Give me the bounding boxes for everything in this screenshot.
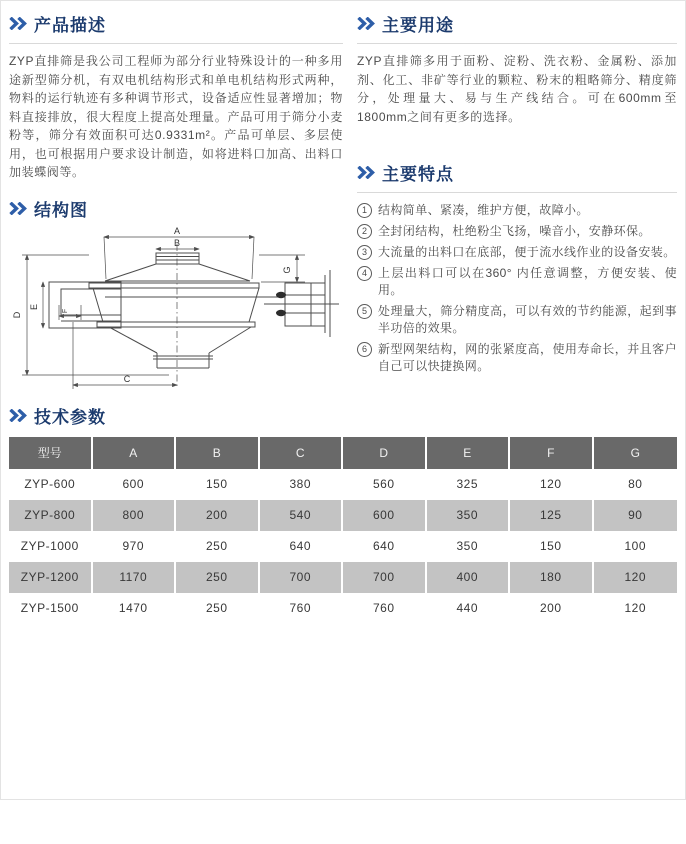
product-desc-text: ZYP直排筛是我公司工程师为部分行业特殊设计的一种多用途新型筛分机，有双电机结构形式和单电机结构形式两种，物料的运行轨迹有多种调节形式，设备适应性显著增加；物料直接排放，很大程度上提高处理量。产品可用于筛分小麦粉等，筛分有效面积可达0.9331m²。产品可单层、多层使用，也可根据用户要求设计制造，如将进料口加高、出料口加装蝶阀等。 [9, 54, 343, 179]
dim-label-a: A [173, 225, 181, 236]
cell-value: 1170 [93, 562, 177, 593]
cell-value: 1470 [93, 593, 177, 624]
cell-value: 180 [510, 562, 594, 593]
cell-value: 400 [427, 562, 511, 593]
feature-item [357, 265, 677, 299]
cell-value: 150 [510, 531, 594, 562]
section-title-params: 技术参数 [34, 407, 106, 427]
cell-value: 600 [93, 469, 177, 500]
cell-value: 700 [343, 562, 427, 593]
section-header-params [9, 403, 677, 428]
cell-value: 540 [260, 500, 344, 531]
feature-number: 3 [357, 245, 372, 260]
structure-diagram [9, 225, 341, 393]
feature-item [357, 223, 677, 240]
cell-value: 80 [628, 477, 643, 491]
col-header-f: F [510, 437, 594, 469]
dim-label-d: D [12, 311, 22, 318]
cell-value: 120 [510, 469, 594, 500]
section-header-features [357, 160, 677, 193]
dim-label-f: F [62, 308, 69, 313]
double-chevron-icon [357, 166, 375, 179]
bottom-whitespace [9, 624, 677, 844]
cell-model: ZYP-800 [9, 500, 93, 531]
feature-item [357, 244, 677, 261]
cell-value: 440 [427, 593, 511, 624]
table-row [9, 469, 677, 500]
spec-table-header-row [9, 437, 677, 469]
cell-value: 700 [260, 562, 344, 593]
spec-table [9, 437, 677, 624]
col-header-a: A [93, 437, 177, 469]
cell-model: ZYP-1500 [9, 593, 93, 624]
section-header-main-use [357, 11, 677, 44]
cell-value: 120 [624, 601, 647, 615]
section-title-main-use: 主要用途 [382, 16, 454, 35]
cell-value: 800 [93, 500, 177, 531]
double-chevron-icon [9, 17, 27, 30]
cell-value: 760 [260, 593, 344, 624]
feature-number: 4 [357, 266, 372, 281]
col-header-e: E [427, 437, 511, 469]
cell-model: ZYP-600 [9, 469, 93, 500]
section-header-product-desc [9, 11, 343, 44]
table-row [9, 593, 677, 624]
feature-text: 大流量的出料口在底部，便于流水线作业的设备安装。 [378, 245, 676, 259]
right-column [357, 9, 677, 393]
dim-label-e: E [29, 303, 39, 310]
dim-label-b: B [173, 237, 181, 248]
main-use-text: ZYP直排筛多用于面粉、淀粉、洗衣粉、金属粉、添加剂、化工、非矿等行业的颗粒、粉末的粗略筛分、精度筛分，处理量大、易与生产线结合。可在600mm至1800mm之间有更多的选择。 [357, 54, 677, 124]
cell-value: 640 [343, 531, 427, 562]
feature-number: 5 [357, 304, 372, 319]
table-row [9, 500, 677, 531]
feature-number: 2 [357, 224, 372, 239]
cell-model: ZYP-1000 [9, 531, 93, 562]
feature-text: 结构简单、紧凑，维护方便，故障小。 [378, 203, 589, 217]
section-title-structure: 结构图 [34, 200, 88, 220]
cell-value: 250 [176, 593, 260, 624]
table-row [9, 531, 677, 562]
cell-value: 200 [176, 500, 260, 531]
dim-label-c: C [123, 373, 131, 384]
feature-item [357, 202, 677, 219]
top-columns [9, 9, 677, 393]
col-header-model: 型号 [9, 437, 93, 469]
cell-value: 325 [427, 469, 511, 500]
cell-value: 120 [594, 562, 678, 593]
col-header-b: B [176, 437, 260, 469]
cell-value: 640 [260, 531, 344, 562]
cell-value: 125 [510, 500, 594, 531]
cell-value: 100 [624, 539, 647, 553]
params-section [9, 403, 677, 624]
feature-text: 上层出料口可以在360° 内任意调整，方便安装、使用。 [378, 266, 677, 297]
cell-value: 250 [176, 531, 260, 562]
cell-value: 970 [93, 531, 177, 562]
section-header-structure [9, 196, 343, 221]
cell-value: 560 [343, 469, 427, 500]
section-title-features: 主要特点 [382, 165, 454, 184]
col-header-g: G [594, 437, 678, 469]
section-title-product-desc: 产品描述 [34, 16, 106, 35]
feature-item [357, 303, 677, 337]
feature-text: 处理量大，筛分精度高，可以有效的节约能源，起到事半功倍的效果。 [378, 304, 677, 335]
cell-value: 90 [594, 500, 678, 531]
cell-value: 350 [427, 500, 511, 531]
col-header-c: C [260, 437, 344, 469]
table-row [9, 562, 677, 593]
cell-value: 600 [343, 500, 427, 531]
double-chevron-icon [357, 17, 375, 30]
feature-number: 6 [357, 342, 372, 357]
feature-item [357, 341, 677, 375]
feature-text: 全封闭结构，杜绝粉尘飞扬，噪音小，安静环保。 [378, 224, 651, 238]
feature-number: 1 [357, 203, 372, 218]
cell-value: 150 [176, 469, 260, 500]
cell-value: 200 [510, 593, 594, 624]
feature-text: 新型网架结构，网的张紧度高，使用寿命长，并且客户自己可以快捷换网。 [378, 342, 677, 373]
double-chevron-icon [9, 202, 27, 215]
cell-value: 760 [343, 593, 427, 624]
dim-label-g: G [282, 265, 292, 274]
left-column [9, 9, 343, 393]
cell-value: 350 [427, 531, 511, 562]
features-list [357, 202, 677, 375]
cell-model: ZYP-1200 [9, 562, 93, 593]
cell-value: 250 [176, 562, 260, 593]
cell-value: 380 [260, 469, 344, 500]
double-chevron-icon [9, 409, 27, 422]
col-header-d: D [343, 437, 427, 469]
